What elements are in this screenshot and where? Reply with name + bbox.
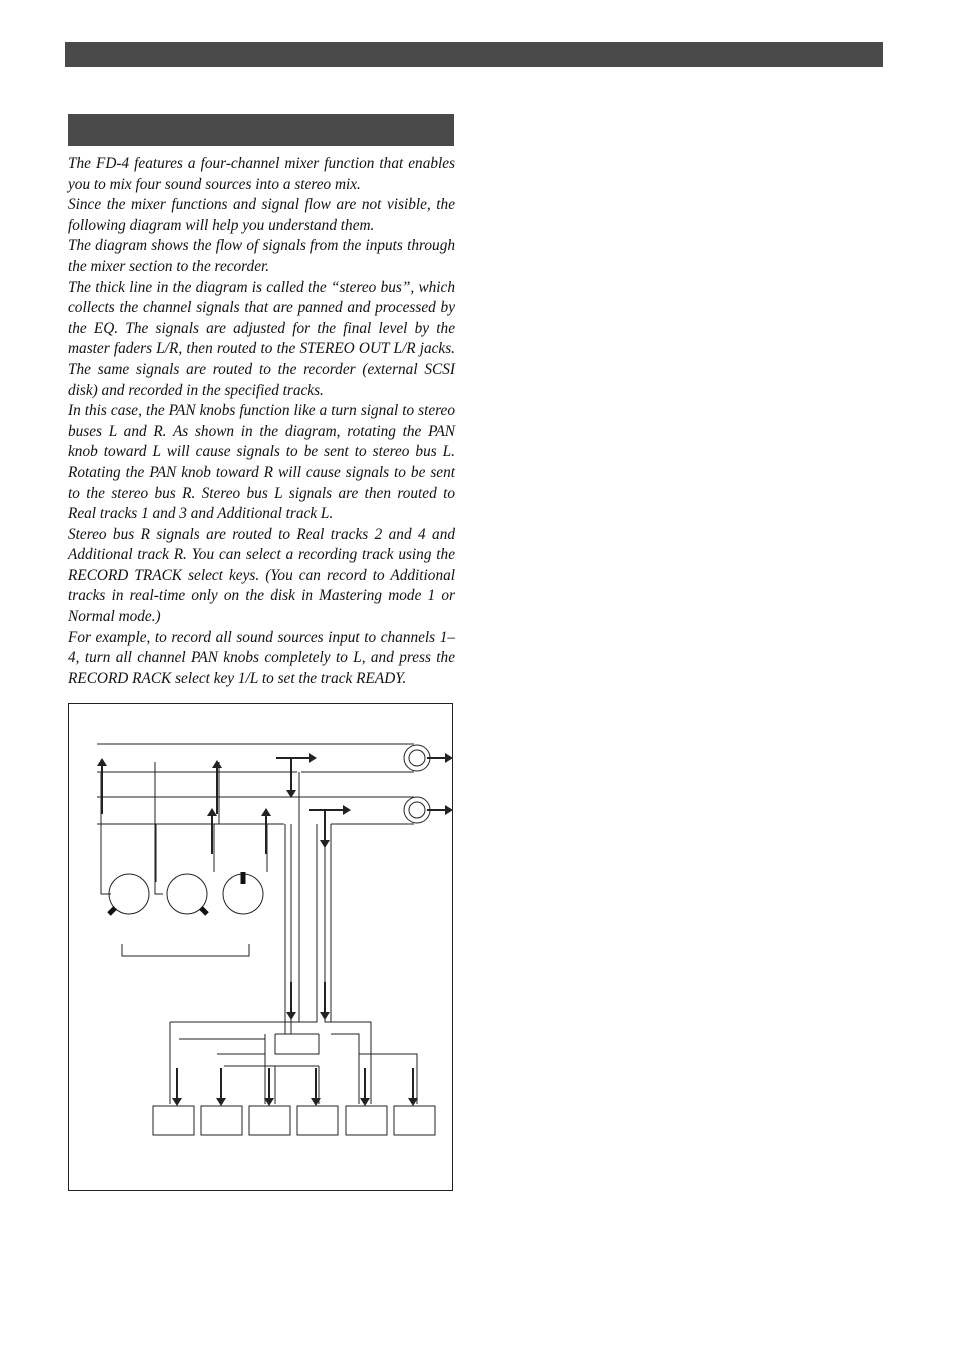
paragraph-7: For example, to record all sound sources input to channels 1–4, turn all channel PAN knobs completely to L, and press the RECORD RACK select key 1/L to set the track READY. — [68, 628, 455, 687]
track-box-2 — [201, 1106, 242, 1135]
section-heading-bar — [68, 114, 454, 146]
track-box-5 — [346, 1106, 387, 1135]
body-text — [68, 154, 455, 689]
stereo-out-r-jack — [404, 797, 430, 823]
track-box-4 — [297, 1106, 338, 1135]
signal-flow-diagram — [68, 703, 453, 1191]
stereo-bus-l — [97, 744, 414, 772]
stereo-bus-r — [97, 797, 414, 824]
track-box-6 — [394, 1106, 435, 1135]
signal-flow-svg — [69, 704, 454, 1192]
paragraph-3: The diagram shows the flow of signals from the inputs through the mixer section to the recorder. — [68, 237, 455, 275]
paragraph-2: Since the mixer functions and signal flow are not visible, the following diagram will help you understand them. — [68, 196, 455, 234]
paragraph-4: The thick line in the diagram is called the “stereo bus”, which collects the channel signals that are panned and processed by the EQ. The signals are adjusted for the final level by the master faders L/R, then routed to the STEREO OUT L/R jacks. The same signals are routed to the recorder (external SCSI disk) and recorded in the specified tracks. — [68, 278, 455, 399]
paragraph-1: The FD-4 features a four-channel mixer function that enables you to mix four sound sources into a stereo mix. — [68, 155, 455, 193]
stereo-out-l-jack — [404, 745, 430, 771]
track-box-3 — [249, 1106, 290, 1135]
paragraph-5: In this case, the PAN knobs function like a turn signal to stereo buses L and R. As shown in the diagram, rotating the PAN knob toward L will cause signals to be sent to stereo bus L. Rotating the PAN knob toward R will cause signals to be sent to the stereo bus R. Stereo bus L signals are then routed to Real tracks 1 and 3 and Additional track L. — [68, 402, 455, 523]
track-box-1 — [153, 1106, 194, 1135]
page-header-bar — [65, 42, 883, 67]
paragraph-6: Stereo bus R signals are routed to Real tracks 2 and 4 and Additional track R. You can select a recording track using the RECORD TRACK select keys. (You can record to Additional tracks in real-time only on the disk in Mastering mode 1 or Normal mode.) — [68, 525, 455, 626]
